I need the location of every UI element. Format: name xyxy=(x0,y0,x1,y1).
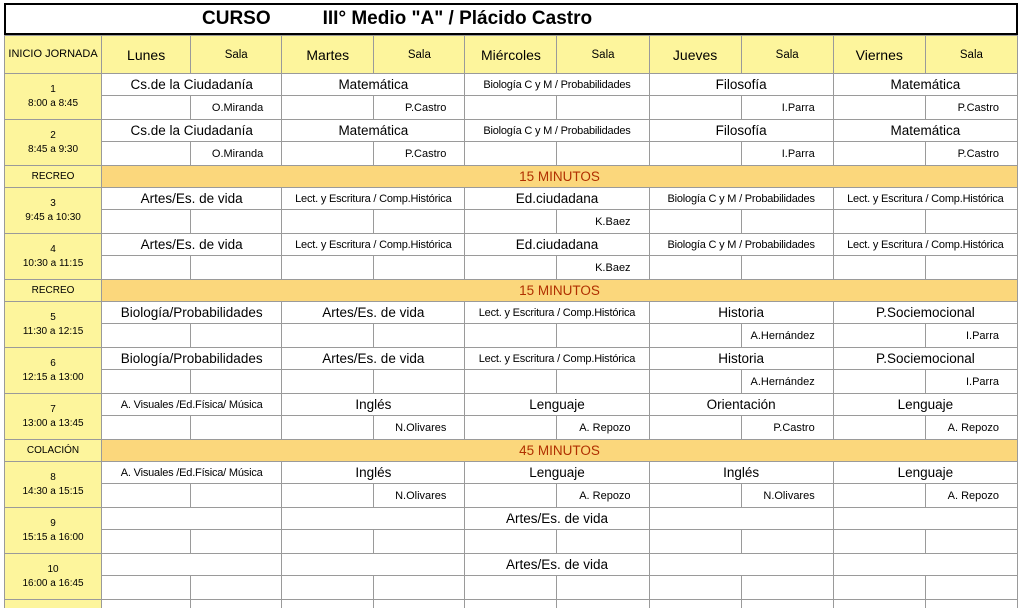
subject-cell[interactable]: Ed.ciudadana xyxy=(465,188,649,210)
empty-cell xyxy=(191,600,282,608)
subject-cell[interactable]: Biología/Probabilidades xyxy=(102,302,282,324)
block-label xyxy=(5,188,102,234)
teacher-cell[interactable]: A.Hernández xyxy=(741,370,833,394)
subject-cell[interactable]: Artes/Es. de vida xyxy=(282,348,465,370)
subject-cell[interactable]: Biología C y M / Probabilidades xyxy=(465,120,649,142)
block-number: 2 xyxy=(50,129,56,141)
block-subject-row xyxy=(5,234,1018,256)
empty-cell xyxy=(5,600,102,608)
subject-cell[interactable]: Filosofía xyxy=(649,74,833,96)
break-row xyxy=(5,440,1018,462)
teacher-cell[interactable]: N.Olivares xyxy=(741,484,833,508)
break-duration: 15 MINUTOS xyxy=(102,280,1018,302)
teacher-blank-cell[interactable] xyxy=(282,324,374,348)
block-time: 16:00 a 16:45 xyxy=(22,577,84,589)
teacher-cell[interactable]: I.Parra xyxy=(925,370,1017,394)
teacher-cell[interactable] xyxy=(191,256,282,280)
inicio-jornada-header: INICIO JORNADA xyxy=(5,36,102,74)
block-teacher-row xyxy=(5,142,1018,166)
teacher-cell[interactable] xyxy=(741,256,833,280)
block-label xyxy=(5,74,102,120)
subject-cell[interactable]: Filosofía xyxy=(649,120,833,142)
block-teacher-row xyxy=(5,530,1018,554)
block-label xyxy=(5,394,102,440)
teacher-blank-cell[interactable] xyxy=(102,142,191,166)
teacher-blank-cell[interactable] xyxy=(102,256,191,280)
subject-cell[interactable]: Biología C y M / Probabilidades xyxy=(465,74,649,96)
block-label xyxy=(5,234,102,280)
block-number: 4 xyxy=(50,243,56,255)
teacher-blank-cell[interactable] xyxy=(465,324,557,348)
subject-cell[interactable] xyxy=(282,508,465,530)
teacher-blank-cell[interactable] xyxy=(465,370,557,394)
day-header: Lunes xyxy=(102,36,191,74)
subject-cell[interactable]: Artes/Es. de vida xyxy=(102,234,282,256)
tail-row xyxy=(5,600,1018,608)
subject-cell[interactable]: Artes/Es. de vida xyxy=(102,188,282,210)
subject-cell[interactable]: A. Visuales /Ed.Física/ Música xyxy=(102,394,282,416)
teacher-cell[interactable] xyxy=(741,210,833,234)
subject-cell[interactable]: Biología C y M / Probabilidades xyxy=(649,188,833,210)
block-teacher-row xyxy=(5,96,1018,120)
teacher-cell[interactable] xyxy=(374,576,465,600)
teacher-blank-cell[interactable] xyxy=(465,484,557,508)
teacher-cell[interactable]: O.Miranda xyxy=(191,142,282,166)
teacher-blank-cell[interactable] xyxy=(649,370,741,394)
teacher-cell[interactable] xyxy=(741,576,833,600)
subject-cell[interactable] xyxy=(833,554,1017,576)
day-header: Miércoles xyxy=(465,36,557,74)
teacher-blank-cell[interactable] xyxy=(649,416,741,440)
teacher-blank-cell[interactable] xyxy=(465,530,557,554)
sala-header: Sala xyxy=(741,36,833,74)
block-number: 3 xyxy=(50,197,56,209)
teacher-blank-cell[interactable] xyxy=(833,370,925,394)
block-time: 13:00 a 13:45 xyxy=(22,417,84,429)
block-subject-row xyxy=(5,508,1018,530)
teacher-blank-cell[interactable] xyxy=(282,370,374,394)
teacher-cell[interactable] xyxy=(191,324,282,348)
teacher-cell[interactable]: P.Castro xyxy=(741,416,833,440)
subject-cell[interactable]: Artes/Es. de vida xyxy=(465,554,649,576)
teacher-blank-cell[interactable] xyxy=(649,530,741,554)
block-subject-row xyxy=(5,120,1018,142)
subject-cell[interactable] xyxy=(102,508,282,530)
sala-header: Sala xyxy=(374,36,465,74)
block-subject-row xyxy=(5,554,1018,576)
teacher-blank-cell[interactable] xyxy=(282,416,374,440)
teacher-cell[interactable] xyxy=(557,96,649,120)
block-label xyxy=(5,554,102,600)
block-teacher-row xyxy=(5,210,1018,234)
teacher-blank-cell[interactable] xyxy=(649,210,741,234)
block-number: 9 xyxy=(50,517,56,529)
subject-cell[interactable] xyxy=(102,554,282,576)
teacher-blank-cell[interactable] xyxy=(833,416,925,440)
teacher-cell[interactable] xyxy=(374,210,465,234)
subject-cell[interactable]: Matemática xyxy=(833,120,1017,142)
block-subject-row xyxy=(5,394,1018,416)
teacher-blank-cell[interactable] xyxy=(465,96,557,120)
block-time: 10:30 a 11:15 xyxy=(22,257,84,269)
teacher-cell[interactable]: P.Castro xyxy=(925,142,1017,166)
subject-cell[interactable]: Cs.de la Ciudadanía xyxy=(102,120,282,142)
block-time: 14:30 a 15:15 xyxy=(22,485,84,497)
empty-cell xyxy=(374,600,465,608)
empty-cell xyxy=(741,600,833,608)
teacher-blank-cell[interactable] xyxy=(649,256,741,280)
subject-cell[interactable]: Orientación xyxy=(649,394,833,416)
teacher-blank-cell[interactable] xyxy=(102,416,191,440)
teacher-cell[interactable] xyxy=(191,484,282,508)
block-teacher-row xyxy=(5,484,1018,508)
block-subject-row xyxy=(5,348,1018,370)
teacher-cell[interactable]: N.Olivares xyxy=(374,416,465,440)
sala-header: Sala xyxy=(925,36,1017,74)
teacher-blank-cell[interactable] xyxy=(649,484,741,508)
block-time: 8:45 a 9:30 xyxy=(28,143,79,155)
subject-cell[interactable]: Matemática xyxy=(282,74,465,96)
subject-cell[interactable] xyxy=(833,508,1017,530)
sala-header: Sala xyxy=(557,36,649,74)
empty-cell xyxy=(649,600,741,608)
subject-cell[interactable]: Lenguaje xyxy=(465,462,649,484)
block-number: 7 xyxy=(50,403,56,415)
teacher-cell[interactable] xyxy=(191,416,282,440)
teacher-cell[interactable] xyxy=(557,530,649,554)
block-time: 9:45 a 10:30 xyxy=(25,211,81,223)
teacher-cell[interactable]: A. Repozo xyxy=(925,484,1017,508)
empty-cell xyxy=(282,600,374,608)
day-header: Jueves xyxy=(649,36,741,74)
teacher-cell[interactable] xyxy=(925,256,1017,280)
teacher-blank-cell[interactable] xyxy=(833,576,925,600)
teacher-blank-cell[interactable] xyxy=(833,210,925,234)
teacher-blank-cell[interactable] xyxy=(833,324,925,348)
subject-cell[interactable]: Artes/Es. de vida xyxy=(465,508,649,530)
subject-cell[interactable] xyxy=(649,508,833,530)
teacher-blank-cell[interactable] xyxy=(282,210,374,234)
break-row xyxy=(5,166,1018,188)
break-label: RECREO xyxy=(5,166,102,188)
subject-cell[interactable]: Lenguaje xyxy=(833,462,1017,484)
subject-cell[interactable]: Lect. y Escritura / Comp.Histórica xyxy=(465,348,649,370)
subject-cell[interactable]: A. Visuales /Ed.Física/ Música xyxy=(102,462,282,484)
block-label xyxy=(5,508,102,554)
break-duration: 45 MINUTOS xyxy=(102,440,1018,462)
teacher-blank-cell[interactable] xyxy=(649,324,741,348)
subject-cell[interactable]: Lect. y Escritura / Comp.Histórica xyxy=(282,188,465,210)
teacher-blank-cell[interactable] xyxy=(465,256,557,280)
teacher-cell[interactable]: I.Parra xyxy=(741,96,833,120)
teacher-cell[interactable] xyxy=(925,576,1017,600)
teacher-cell[interactable]: I.Parra xyxy=(741,142,833,166)
block-time: 12:15 a 13:00 xyxy=(22,371,84,383)
course-title: III° Medio "A" / Plácido Castro xyxy=(322,8,593,29)
header-row xyxy=(5,36,1018,74)
teacher-blank-cell[interactable] xyxy=(833,530,925,554)
subject-cell[interactable]: Historia xyxy=(649,348,833,370)
block-subject-row xyxy=(5,462,1018,484)
teacher-cell[interactable] xyxy=(374,256,465,280)
day-header: Martes xyxy=(282,36,374,74)
subject-cell[interactable]: Matemática xyxy=(282,120,465,142)
title-bar xyxy=(4,3,1018,35)
teacher-cell[interactable]: N.Olivares xyxy=(374,484,465,508)
block-time: 15:15 a 16:00 xyxy=(22,531,84,543)
block-teacher-row xyxy=(5,416,1018,440)
subject-cell[interactable]: P.Sociemocional xyxy=(833,302,1017,324)
break-label: RECREO xyxy=(5,280,102,302)
teacher-blank-cell[interactable] xyxy=(102,576,191,600)
teacher-cell[interactable]: I.Parra xyxy=(925,324,1017,348)
subject-cell[interactable]: Lect. y Escritura / Comp.Histórica xyxy=(833,234,1017,256)
teacher-cell[interactable] xyxy=(557,576,649,600)
teacher-cell[interactable]: A.Hernández xyxy=(741,324,833,348)
subject-cell[interactable]: Lenguaje xyxy=(833,394,1017,416)
teacher-cell[interactable] xyxy=(374,324,465,348)
empty-cell xyxy=(833,600,925,608)
teacher-blank-cell[interactable] xyxy=(465,142,557,166)
teacher-cell[interactable] xyxy=(557,370,649,394)
teacher-cell[interactable]: P.Castro xyxy=(374,142,465,166)
subject-cell[interactable]: P.Sociemocional xyxy=(833,348,1017,370)
block-label xyxy=(5,348,102,394)
teacher-cell[interactable] xyxy=(191,210,282,234)
subject-cell[interactable] xyxy=(649,554,833,576)
block-subject-row xyxy=(5,188,1018,210)
teacher-cell[interactable] xyxy=(557,324,649,348)
teacher-cell[interactable] xyxy=(191,576,282,600)
teacher-cell[interactable] xyxy=(925,210,1017,234)
subject-cell[interactable]: Ed.ciudadana xyxy=(465,234,649,256)
teacher-cell[interactable]: A. Repozo xyxy=(557,416,649,440)
subject-cell[interactable]: Lenguaje xyxy=(465,394,649,416)
subject-cell[interactable]: Artes/Es. de vida xyxy=(282,302,465,324)
block-label xyxy=(5,302,102,348)
subject-cell[interactable] xyxy=(282,554,465,576)
teacher-blank-cell[interactable] xyxy=(833,484,925,508)
block-number: 6 xyxy=(50,357,56,369)
subject-cell[interactable]: Inglés xyxy=(649,462,833,484)
empty-cell xyxy=(465,600,557,608)
schedule-sheet xyxy=(4,3,1018,608)
teacher-blank-cell[interactable] xyxy=(282,142,374,166)
teacher-blank-cell[interactable] xyxy=(282,96,374,120)
teacher-cell[interactable] xyxy=(557,142,649,166)
teacher-blank-cell[interactable] xyxy=(465,210,557,234)
schedule-table xyxy=(4,35,1018,608)
empty-cell xyxy=(925,600,1017,608)
sala-header: Sala xyxy=(191,36,282,74)
teacher-blank-cell[interactable] xyxy=(833,96,925,120)
block-subject-row xyxy=(5,302,1018,324)
subject-cell[interactable]: Lect. y Escritura / Comp.Histórica xyxy=(282,234,465,256)
teacher-cell[interactable] xyxy=(925,530,1017,554)
teacher-cell[interactable]: K.Baez xyxy=(557,256,649,280)
teacher-blank-cell[interactable] xyxy=(102,484,191,508)
teacher-cell[interactable]: A. Repozo xyxy=(925,416,1017,440)
break-label: COLACIÓN xyxy=(5,440,102,462)
teacher-blank-cell[interactable] xyxy=(649,576,741,600)
teacher-blank-cell[interactable] xyxy=(465,576,557,600)
subject-cell[interactable]: Inglés xyxy=(282,462,465,484)
teacher-cell[interactable] xyxy=(374,530,465,554)
block-subject-row xyxy=(5,74,1018,96)
subject-cell[interactable]: Cs.de la Ciudadanía xyxy=(102,74,282,96)
teacher-cell[interactable] xyxy=(374,370,465,394)
teacher-cell[interactable]: K.Baez xyxy=(557,210,649,234)
block-number: 10 xyxy=(47,563,59,575)
empty-cell xyxy=(102,600,191,608)
teacher-blank-cell[interactable] xyxy=(649,142,741,166)
teacher-blank-cell[interactable] xyxy=(833,142,925,166)
teacher-blank-cell[interactable] xyxy=(649,96,741,120)
break-row xyxy=(5,280,1018,302)
block-teacher-row xyxy=(5,576,1018,600)
block-number: 1 xyxy=(50,83,56,95)
subject-cell[interactable]: Matemática xyxy=(833,74,1017,96)
teacher-cell[interactable]: P.Castro xyxy=(925,96,1017,120)
block-time: 11:30 a 12:15 xyxy=(22,325,84,337)
teacher-blank-cell[interactable] xyxy=(282,484,374,508)
teacher-blank-cell[interactable] xyxy=(833,256,925,280)
teacher-blank-cell[interactable] xyxy=(282,256,374,280)
teacher-blank-cell[interactable] xyxy=(282,530,374,554)
block-number: 8 xyxy=(50,471,56,483)
teacher-cell[interactable] xyxy=(741,530,833,554)
break-duration: 15 MINUTOS xyxy=(102,166,1018,188)
teacher-cell[interactable] xyxy=(191,530,282,554)
subject-cell[interactable]: Historia xyxy=(649,302,833,324)
block-number: 5 xyxy=(50,311,56,323)
teacher-blank-cell[interactable] xyxy=(282,576,374,600)
block-time: 8:00 a 8:45 xyxy=(28,97,79,109)
teacher-cell[interactable] xyxy=(191,370,282,394)
teacher-blank-cell[interactable] xyxy=(102,324,191,348)
subject-cell[interactable]: Biología/Probabilidades xyxy=(102,348,282,370)
block-teacher-row xyxy=(5,256,1018,280)
teacher-blank-cell[interactable] xyxy=(102,530,191,554)
teacher-blank-cell[interactable] xyxy=(465,416,557,440)
subject-cell[interactable]: Biología C y M / Probabilidades xyxy=(649,234,833,256)
subject-cell[interactable]: Lect. y Escritura / Comp.Histórica xyxy=(465,302,649,324)
block-teacher-row xyxy=(5,370,1018,394)
teacher-blank-cell[interactable] xyxy=(102,96,191,120)
curso-label: CURSO xyxy=(202,8,271,29)
day-header: Viernes xyxy=(833,36,925,74)
teacher-cell[interactable]: O.Miranda xyxy=(191,96,282,120)
teacher-cell[interactable]: P.Castro xyxy=(374,96,465,120)
teacher-cell[interactable]: A. Repozo xyxy=(557,484,649,508)
subject-cell[interactable]: Lect. y Escritura / Comp.Histórica xyxy=(833,188,1017,210)
subject-cell[interactable]: Inglés xyxy=(282,394,465,416)
empty-cell xyxy=(557,600,649,608)
block-teacher-row xyxy=(5,324,1018,348)
block-label xyxy=(5,462,102,508)
teacher-blank-cell[interactable] xyxy=(102,370,191,394)
teacher-blank-cell[interactable] xyxy=(102,210,191,234)
block-label xyxy=(5,120,102,166)
